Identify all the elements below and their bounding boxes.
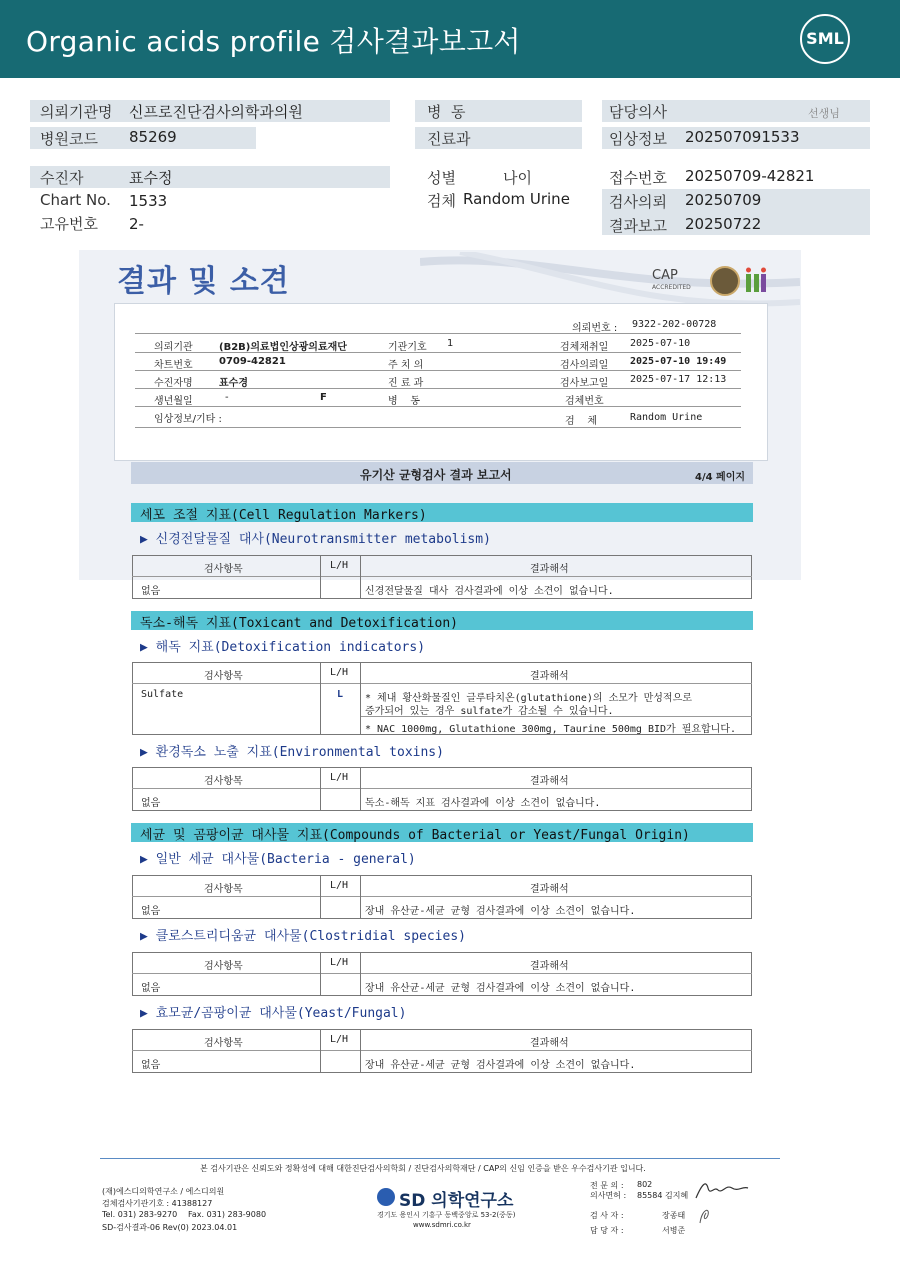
idrow-value-1: (B2B)의료법인상광의료재단 (219, 342, 347, 353)
scan-title: 결과 및 소견 (117, 264, 290, 299)
cap-logo (652, 270, 691, 294)
table-divider (320, 952, 321, 996)
dept-label: 진료과 (427, 130, 471, 148)
request-value: 20250709 (685, 191, 762, 209)
cap-logo-text: CAP (652, 268, 678, 283)
specialist-label: 전 문 의 : (590, 1181, 624, 1190)
table-divider (320, 1029, 321, 1073)
page-title: Organic acids profile 검사결과보고서 (26, 25, 521, 58)
col-header-item: 검사항목 (204, 1038, 243, 1049)
scan-specimen-label: 검 체 (565, 416, 598, 427)
table-divider (320, 875, 321, 919)
table-cell-item: 없음 (141, 1060, 161, 1071)
idrow-label-4: 생년월일 (154, 396, 193, 407)
section-title-bacteria: 세균 및 곰팡이균 대사물 지표(Compounds of Bacterial or Yeast/Fungal Origin) (140, 828, 690, 843)
idrow-label-3: 수진자명 (154, 378, 193, 389)
license-value: 85584 김지혜 (637, 1191, 689, 1200)
manager-label: 담 당 자 : (590, 1226, 624, 1235)
col-header-item: 검사항목 (204, 776, 243, 787)
col-header-item: 검사항목 (204, 961, 243, 972)
subsection-bacteria-general: ▶ 일반 세균 대사물(Bacteria - general) (140, 852, 416, 867)
org-name: (재)에스디의학연구소 / 에스디의원 (102, 1187, 225, 1196)
table-divider (360, 555, 361, 599)
table-cell-interp: 신경전달물질 대사 검사결과에 이상 소견이 없습니다. (365, 586, 614, 597)
sml-logo: SML (800, 14, 850, 64)
table-divider (320, 555, 321, 599)
doctor-signature (692, 1178, 752, 1202)
subsection-detox: ▶ 해독 지표(Detoxification indicators) (140, 640, 426, 655)
license-label: 의사면허 : (590, 1191, 627, 1200)
tester-label: 검 사 자 : (590, 1211, 624, 1220)
table-cell-item: Sulfate (141, 689, 184, 700)
table-cell-item: 없음 (141, 906, 161, 917)
ward-label: 병 동 (427, 103, 466, 121)
form-number: SD-검사결과-06 Rev(0) 2023.04.01 (102, 1223, 238, 1232)
col-header-lh: L/H (330, 880, 349, 891)
idrow-label3-1: 검체채취일 (560, 342, 609, 353)
subsection-environmental: ▶ 환경독소 노출 지표(Environmental toxins) (140, 745, 444, 760)
idcard-divider (135, 370, 741, 371)
specimen-value: Random Urine (463, 190, 570, 208)
org-fax: Fax. 031) 283-9080 (188, 1210, 267, 1219)
col-header-lh: L/H (330, 667, 349, 678)
idrow-label-1: 의뢰기관 (154, 342, 193, 353)
table-divider (360, 952, 361, 996)
clinical-label: 임상정보 (609, 130, 667, 148)
table-divider (360, 875, 361, 919)
subsection-yeast-fungal: ▶ 효모균/곰팡이균 대사물(Yeast/Fungal) (140, 1006, 407, 1021)
idcard-divider (135, 333, 741, 334)
idrow-value-4: - (225, 392, 229, 403)
col-header-interp: 결과해석 (530, 1038, 569, 1049)
lab-logo-icon (744, 266, 768, 294)
scan-specimen-value: Random Urine (630, 412, 703, 423)
table-cell-interp: 장내 유산균-세균 균형 검사결과에 이상 소견이 없습니다. (365, 983, 636, 994)
idrow-label2-1: 기관기호 (388, 342, 427, 353)
clinical-value: 202507091533 (685, 128, 800, 146)
idrow-label3-3: 검사보고일 (560, 378, 609, 389)
report-date-label: 결과보고 (609, 217, 667, 235)
idrow-value2-1: 1 (447, 338, 454, 349)
col-header-lh: L/H (330, 957, 349, 968)
table-cell-lh: L (337, 689, 344, 700)
col-header-interp: 결과해석 (530, 671, 569, 682)
table-divider (132, 683, 752, 684)
section-title-cell: 세포 조절 지표(Cell Regulation Markers) (140, 508, 427, 523)
sd-logo-icon (377, 1188, 395, 1206)
patient-value: 표수정 (129, 169, 173, 187)
idcard-divider (135, 406, 741, 407)
age-label: 나이 (503, 169, 532, 187)
table-cell-item: 없음 (141, 586, 161, 597)
table-divider (132, 896, 752, 897)
report-date-value: 20250722 (685, 215, 762, 233)
idrow-label2-2: 주 치 의 (388, 360, 424, 371)
tester-value: 장종태 (662, 1211, 686, 1220)
institution-label: 의뢰기관명 (40, 103, 113, 121)
idrow-value3-3: 2025-07-17 12:13 (630, 374, 727, 385)
report-title: 유기산 균형검사 결과 보고서 (360, 468, 512, 482)
idcard-divider (135, 388, 741, 389)
table-cell-item: 없음 (141, 798, 161, 809)
specialist-number: 802 (637, 1180, 653, 1189)
sex-label: 성별 (427, 169, 456, 187)
table-cell-interp: 장내 유산균-세균 균형 검사결과에 이상 소견이 없습니다. (365, 906, 636, 917)
id-label: 고유번호 (40, 215, 98, 233)
receipt-label: 접수번호 (609, 169, 667, 187)
receipt-value: 20250709-42821 (685, 167, 815, 185)
specimen-label: 검체 (427, 192, 456, 210)
table-cell-interp-line1: * 체내 황산화물질인 글루타치온(glutathione)의 소모가 만성적으로 (365, 693, 692, 704)
chart-label: Chart No. (40, 191, 111, 209)
org-website: www.sdmri.co.kr (413, 1221, 471, 1229)
col-header-interp: 결과해석 (530, 776, 569, 787)
col-header-item: 검사항목 (204, 564, 243, 575)
org-code: 검체검사기관기호 : 41388127 (102, 1199, 213, 1208)
table-divider (360, 767, 361, 811)
table-divider (320, 662, 321, 735)
lab-logo (744, 266, 768, 294)
org-address: 경기도 용인시 기흥구 동백중앙로 53-2(중동) (377, 1211, 516, 1219)
id-value: 2- (129, 215, 144, 233)
chart-value: 1533 (129, 192, 168, 210)
subsection-clostridial: ▶ 클로스트리디움균 대사물(Clostridial species) (140, 929, 466, 944)
idrow-value3-2: 2025-07-10 19:49 (630, 356, 727, 367)
idrow-value-3: 표수경 (219, 378, 248, 389)
idrow-label3-2: 검사의뢰일 (560, 360, 609, 371)
page-number: 4/4 페이지 (695, 472, 746, 483)
clinical-other-label: 임상정보/기타 : (154, 414, 222, 425)
idrow-label3-4: 검체번호 (565, 396, 604, 407)
hospital-code-label: 병원코드 (40, 130, 98, 148)
idrow-label-2: 차트번호 (154, 360, 193, 371)
doctor-label: 담당의사 (609, 103, 667, 121)
col-header-lh: L/H (330, 560, 349, 571)
request-no-label: 의뢰번호 : (572, 323, 618, 334)
tester-signature (696, 1205, 716, 1227)
cap-logo-subtext: ACCREDITED (652, 284, 691, 291)
col-header-item: 검사항목 (204, 884, 243, 895)
col-header-interp: 결과해석 (530, 884, 569, 895)
idrow-sex-4: F (320, 392, 327, 403)
idrow-value3-1: 2025-07-10 (630, 338, 691, 349)
institution-value: 신프로진단검사의학과의원 (129, 103, 303, 121)
col-header-item: 검사항목 (204, 671, 243, 682)
col-header-interp: 결과해석 (530, 564, 569, 575)
idrow-value-2: 0709-42821 (219, 356, 286, 367)
table-divider (320, 767, 321, 811)
idcard-divider (135, 352, 741, 353)
request-label: 검사의뢰 (609, 193, 667, 211)
table-cell-interp: 독소-해독 지표 검사결과에 이상 소견이 없습니다. (365, 798, 601, 809)
col-header-lh: L/H (330, 772, 349, 783)
hospital-code-value: 85269 (129, 128, 177, 146)
manager-value: 서병준 (662, 1226, 686, 1235)
footer-divider (100, 1158, 780, 1159)
patient-bar (30, 166, 390, 188)
sd-logo: SD 의학연구소 (399, 1191, 514, 1211)
col-header-lh: L/H (330, 1034, 349, 1045)
table-cell-item: 없음 (141, 983, 161, 994)
patient-label: 수진자 (40, 169, 84, 187)
idrow-label2-3: 진 료 과 (388, 378, 424, 389)
idcard-divider (135, 427, 741, 428)
table-divider (360, 662, 361, 735)
seal-logo (710, 266, 740, 296)
table-divider (360, 1029, 361, 1073)
section-title-tox: 독소-해독 지표(Toxicant and Detoxification) (140, 616, 458, 631)
table-divider (132, 973, 752, 974)
idrow-label2-4: 병 동 (388, 396, 421, 407)
org-tel: Tel. 031) 283-9270 (102, 1210, 178, 1219)
table-cell-interp-line3: * NAC 1000mg, Glutathione 300mg, Taurine 500mg BID가 필요합니다. (365, 724, 737, 735)
col-header-interp: 결과해석 (530, 961, 569, 972)
table-divider (132, 576, 752, 577)
subsection-neurotransmitter: ▶ 신경전달물질 대사(Neurotransmitter metabolism) (140, 532, 491, 547)
table-divider (132, 1050, 752, 1051)
request-no-value: 9322-202-00728 (632, 319, 717, 330)
table-divider (132, 788, 752, 789)
doctor-suffix: 선생님 (808, 107, 840, 120)
table-cell-interp-line2: 증가되어 있는 경우 sulfate가 감소될 수 있습니다. (365, 706, 614, 717)
table-cell-interp: 장내 유산균-세균 균형 검사결과에 이상 소견이 없습니다. (365, 1060, 636, 1071)
accreditation-notice: 본 검사기관은 신뢰도와 정확성에 대해 대한진단검사의학회 / 진단검사의학재단 / CAP의 신임 인증을 받은 우수검사기관 입니다. (200, 1164, 646, 1173)
